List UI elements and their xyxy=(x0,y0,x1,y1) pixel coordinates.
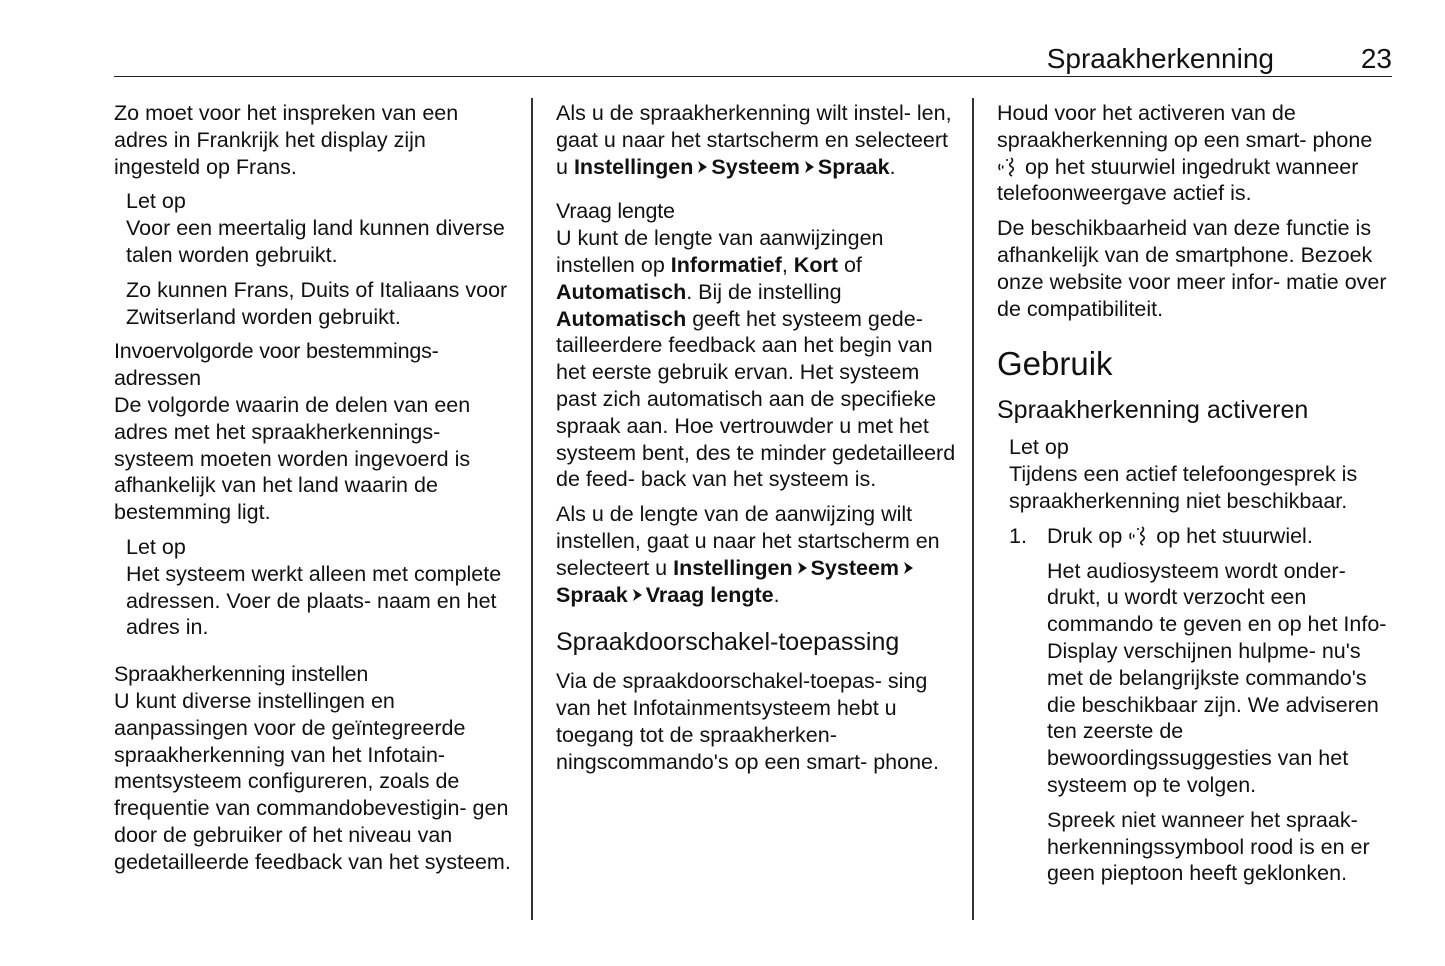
note-block xyxy=(126,534,514,641)
text-run: Houd voor het activeren van de spraakherkenning op een smart- phone xyxy=(997,101,1373,152)
paragraph: U kunt de lengte van aanwijzingen instellen op Informatief, Kort of Automatisch. Bij de instelling Automatisch geeft het systeem gede- tailleerdere feedback aan het begin van het eerste gebruik ervan. Het systeem past zich automatisch aan de specifieke spraak aan. Hoe vertrouwder u met het systeem bent, des te minder gedetailleerd de feed- back van het systeem is. xyxy=(556,226,956,492)
option-term: Informatief xyxy=(670,252,782,277)
note-block xyxy=(126,188,514,330)
text-run: Druk op xyxy=(1047,523,1129,548)
column-3 xyxy=(997,100,1397,895)
menu-term: Spraak xyxy=(556,582,628,607)
menu-term: Spraak xyxy=(817,154,890,179)
text-run: geeft het systeem gede- tailleerdere feedback aan het begin van het eerste gebruik ervan. Het systeem past zich automatisch aan de specifieke spraak aan. Hoe vertrouwder u met het systeem bent, des te minder gedetailleerd de feed- back van het systeem is. xyxy=(556,306,956,492)
paragraph: U kunt diverse instellingen en aanpassingen voor de geïntegreerde spraakherkenning van het Infotain- mentsysteem configureren, zoals de frequentie van commandobevestigin- gen door de gebruiker of het niveau van gedetailleerde feedback van het systeem. xyxy=(114,688,511,874)
paragraph: Via de spraakdoorschakel-toepas- sing van het Infotainmentsysteem hebt u toegang tot de spraakherken- ningscommando's op een smart- phone. xyxy=(556,669,939,774)
paragraph xyxy=(997,100,1397,207)
menu-term: Instellingen xyxy=(573,154,694,179)
subheading-line: Invoervolgorde voor bestemmings- xyxy=(114,339,439,364)
menu-arrow-icon xyxy=(796,561,808,575)
text-run: U kunt de lengte van aanwijzingen instellen op xyxy=(556,226,884,277)
menu-term: Systeem xyxy=(711,154,800,179)
option-term: Automatisch xyxy=(556,279,687,304)
option-term: Kort xyxy=(793,252,838,277)
step-detail: Spreek niet wanneer het spraak- herkenningssymbool rood is en er geen pieptoon heeft geklonken. xyxy=(1047,807,1370,886)
menu-arrow-icon xyxy=(631,588,643,602)
column-divider xyxy=(972,98,974,920)
note-text: Tijdens een actief telefoongesprek is spraakherkenning niet beschikbaar. xyxy=(1009,462,1358,513)
subheading: Spraakherkenning instellen xyxy=(114,662,369,687)
paragraph: De volgorde waarin de delen van een adres met het spraakherkennings- systeem moeten worden ingevoerd is afhankelijk van het land waarin de bestemming ligt. xyxy=(114,392,471,525)
list-item xyxy=(1009,523,1397,887)
step-text xyxy=(1047,523,1397,550)
text-run: Als u de spraakherkenning wilt instel- len, gaat u naar het startscherm en selecteert u xyxy=(556,101,952,179)
note-block xyxy=(1009,434,1397,514)
subsection-heading: Spraakherkenning activeren xyxy=(997,396,1309,425)
section-heading: Gebruik xyxy=(997,345,1113,383)
menu-term: Instellingen xyxy=(673,555,793,580)
menu-arrow-icon xyxy=(803,160,815,174)
option-term: Automatisch xyxy=(556,306,687,331)
note-text: Zo kunnen Frans, Duits of Italiaans voor Zwitserland worden gebruikt. xyxy=(126,277,508,329)
text-run: of xyxy=(837,252,862,277)
column-2 xyxy=(556,100,956,784)
subheading xyxy=(114,338,514,392)
menu-term: Systeem xyxy=(810,555,900,580)
text-run: op het stuurwiel ingedrukt wanneer telefoonweergave actief is. xyxy=(997,154,1359,206)
section-heading: Spraakdoorschakel-toepassing xyxy=(556,628,900,657)
paragraph: De beschikbaarheid van deze functie is afhankelijk van de smartphone. Bezoek onze website voor meer infor- matie over de compatibiliteit. xyxy=(997,216,1387,321)
paragraph: Zo moet voor het inspreken van een adres in Frankrijk het display zijn ingesteld op Frans. xyxy=(114,101,459,179)
text-run: . Bij de instelling xyxy=(686,279,842,304)
note-title: Let op xyxy=(126,189,186,214)
text-run: Als u de lengte van de aanwijzing wilt instellen, gaat u naar het startscherm en selecteert u xyxy=(556,502,940,580)
voice-recognition-icon xyxy=(1128,525,1150,547)
note-title: Let op xyxy=(126,534,186,559)
menu-term: Vraag lengte xyxy=(645,582,774,607)
menu-arrow-icon xyxy=(902,561,914,575)
column-1 xyxy=(114,100,514,884)
column-divider xyxy=(531,98,533,920)
voice-recognition-icon xyxy=(997,156,1019,178)
menu-arrow-icon xyxy=(696,160,708,174)
step-detail: Het audiosysteem wordt onder- drukt, u wordt verzocht een commando te geven en op het Info-Display verschijnen hulpme- nu's met de belangrijkste commando's die beschikbaar zijn. We adviseren ten zeerste de bewoordingssuggesties van het systeem op te volgen. xyxy=(1047,558,1387,797)
paragraph: Als u de lengte van de aanwijzing wilt instellen, gaat u naar het startscherm en selecteert u Instellingen SysteemSpraak Vraag lengte. xyxy=(556,502,940,607)
note-text: Voor een meertalig land kunnen diverse talen worden gebruikt. xyxy=(126,216,505,267)
subheading: Vraag lengte xyxy=(556,199,675,224)
section-title: Spraakherkenning xyxy=(1046,43,1274,74)
note-title: Let op xyxy=(1009,435,1069,460)
subheading-line: adressen xyxy=(114,366,201,391)
paragraph: Als u de spraakherkenning wilt instel- len, gaat u naar het startscherm en selecteert u Instellingen Systeem Spraak. xyxy=(556,101,952,179)
list-number: 1. xyxy=(1009,523,1027,548)
text-run: op het stuurwiel. xyxy=(1150,523,1313,548)
page-number: 23 xyxy=(1360,43,1392,74)
note-text: Het systeem werkt alleen met complete adressen. Voer de plaats- naam en het adres in. xyxy=(126,561,502,640)
page-header xyxy=(114,40,1392,77)
